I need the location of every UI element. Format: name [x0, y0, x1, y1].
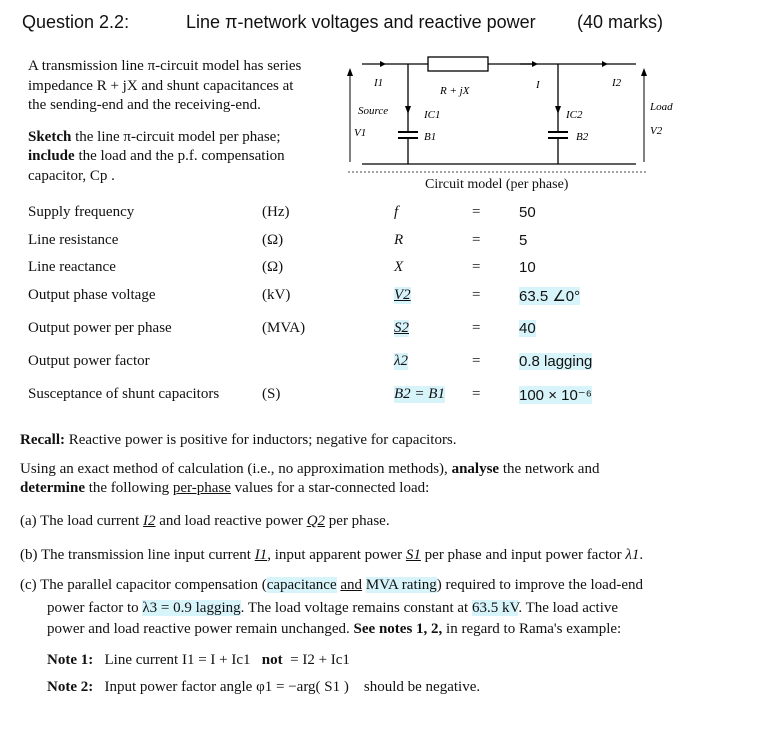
question-title: Line π-network voltages and reactive power: [186, 12, 536, 32]
part-a-q2: Q2: [306, 513, 326, 529]
method-line-2: [20, 480, 429, 497]
v1-arrow-head: [347, 68, 353, 76]
part-a-text: (a) The load current: [20, 513, 143, 529]
param-value: 0.8 lagging: [519, 353, 593, 370]
note-1: [47, 652, 350, 669]
param-name: Output power per phase: [28, 320, 172, 336]
note-1-text2: = I2 + Ic1: [290, 652, 350, 668]
param-value: 63.5 ∠0°: [519, 288, 581, 305]
part-b-text: (b) The transmission line input current: [20, 547, 255, 563]
sketch-bold: Sketch: [28, 129, 72, 145]
part-c-text7: in regard to Rama's example:: [442, 621, 622, 637]
ic2-arrow-head: [555, 106, 561, 114]
part-c-text2: ) required to improve the load-end: [436, 577, 643, 593]
param-symbol: λ2: [394, 353, 408, 369]
sketch-rest: the line π-circuit model per phase;: [71, 129, 281, 145]
part-b-text2: , input apparent power: [267, 547, 406, 563]
param-symbol: X: [394, 259, 404, 275]
part-b-text3: per phase and input power factor: [420, 547, 626, 563]
part-c-line-3: [47, 621, 621, 638]
part-a-i2: I2: [143, 513, 156, 529]
param-name: Output power factor: [28, 353, 150, 369]
include-bold: include: [28, 148, 75, 164]
method-a2: the network and: [499, 461, 600, 477]
part-b-lambda1: λ1: [625, 547, 640, 563]
part-c-see-notes: See notes 1, 2,: [353, 621, 443, 637]
note-1-text: Line current I1 = I + Ic1: [104, 652, 251, 668]
note-1-label: Note 1:: [47, 652, 94, 668]
param-unit: (Hz): [262, 204, 290, 220]
ic2-label: IC2: [566, 109, 583, 121]
method-per-phase: per-phase: [172, 480, 231, 496]
part-c-line-1: [20, 577, 643, 594]
param-eq: =: [472, 386, 481, 402]
method-determine: determine: [20, 480, 85, 496]
part-c-capacitance: capacitance: [266, 577, 337, 593]
param-eq: =: [472, 259, 481, 275]
param-eq: =: [472, 320, 481, 336]
series-impedance-box: [428, 57, 488, 71]
intro-line-1: A transmission line π-circuit model has series: [28, 58, 302, 74]
part-c-text3: power factor to: [47, 600, 143, 616]
recall-line: [20, 432, 457, 449]
capacitor-line: capacitor, Cp .: [28, 168, 115, 184]
param-unit: (Ω): [262, 232, 284, 248]
method-b1: the following: [84, 480, 173, 496]
v2-arrow-head: [641, 68, 647, 76]
method-a1: Using an exact method of calculation (i.e., no approximation methods),: [20, 461, 452, 477]
part-c-lambda3: λ3 = 0.9 lagging: [142, 600, 241, 616]
param-symbol: R: [394, 232, 404, 248]
part-a-text3: per phase.: [325, 513, 390, 529]
method-line-1: [20, 461, 599, 478]
part-c-line-2: [47, 600, 618, 617]
v2-label: V2: [650, 125, 663, 137]
part-c-voltage: 63.5 kV: [471, 600, 519, 616]
recall-bold: Recall:: [20, 432, 65, 448]
part-a: [20, 513, 390, 530]
question-number: Question 2.2:: [22, 12, 130, 32]
param-unit: (MVA): [262, 320, 306, 336]
i1-arrow-head: [380, 61, 386, 67]
param-value: 5: [519, 232, 528, 249]
part-c-text: (c) The parallel capacitor compensation (: [20, 577, 267, 593]
param-name: Supply frequency: [28, 204, 135, 220]
include-line: [28, 148, 285, 165]
param-unit: (S): [262, 386, 281, 402]
part-b: [20, 547, 643, 564]
i2-arrow-head: [602, 61, 608, 67]
param-value: 100 × 10⁻⁶: [519, 387, 592, 404]
part-b-i1: I1: [254, 547, 268, 563]
b2-label: B2: [576, 131, 589, 143]
load-label: Load: [650, 101, 673, 113]
i2-label: I2: [612, 77, 622, 89]
param-symbol: f: [394, 204, 399, 220]
param-symbol: V2: [394, 287, 411, 303]
param-value: 40: [519, 320, 536, 337]
part-c-text4: . The load voltage remains constant at: [240, 600, 472, 616]
note-1-not: not: [261, 652, 283, 668]
method-b2: values for a star-connected load:: [230, 480, 430, 496]
include-rest: the load and the p.f. compensation: [74, 148, 285, 164]
part-c-text6: power and load reactive power remain unchanged.: [47, 621, 354, 637]
param-unit: (kV): [262, 287, 291, 303]
source-label: Source: [358, 105, 389, 117]
i-arrow-head: [532, 61, 538, 67]
param-name: Line reactance: [28, 259, 116, 275]
param-eq: =: [472, 204, 481, 220]
note-2-text2: should be negative.: [363, 679, 481, 695]
param-symbol: S2: [394, 320, 409, 336]
question-marks: (40 marks): [577, 12, 664, 32]
part-c-text5: . The load active: [518, 600, 619, 616]
part-b-s1: S1: [405, 547, 421, 563]
param-eq: =: [472, 232, 481, 248]
param-name: Susceptance of shunt capacitors: [28, 386, 220, 402]
method-analyse: analyse: [451, 461, 500, 477]
i1-label: I1: [374, 77, 384, 89]
note-2-text: Input power factor angle φ1 = −arg( S1 ): [104, 679, 349, 695]
param-name: Output phase voltage: [28, 287, 156, 303]
i-label: I: [536, 79, 540, 91]
note-2-label: Note 2:: [47, 679, 94, 695]
param-unit: (Ω): [262, 259, 284, 275]
param-value: 50: [519, 204, 536, 221]
param-symbol: B2 = B1: [394, 386, 445, 402]
ic1-label: IC1: [424, 109, 441, 121]
part-a-text2: and load reactive power: [155, 513, 307, 529]
v1-label: V1: [354, 127, 367, 139]
part-c-mva-rating: MVA rating: [365, 577, 437, 593]
param-eq: =: [472, 287, 481, 303]
part-c-and: and: [340, 577, 363, 593]
rx-label: R + jX: [440, 85, 470, 97]
intro-line-3: the sending-end and the receiving-end.: [28, 97, 261, 113]
b1-label: B1: [424, 131, 437, 143]
note-2: [47, 679, 480, 696]
param-value: 10: [519, 259, 536, 276]
param-name: Line resistance: [28, 232, 119, 248]
param-eq: =: [472, 353, 481, 369]
recall-text: Reactive power is positive for inductors; negative for capacitors.: [68, 432, 457, 448]
ic1-arrow-head: [405, 106, 411, 114]
part-b-text4: .: [639, 547, 644, 563]
intro-line-2: impedance R + jX and shunt capacitances at: [28, 78, 294, 94]
sketch-line: [28, 129, 281, 146]
circuit-caption: Circuit model (per phase): [425, 177, 569, 192]
